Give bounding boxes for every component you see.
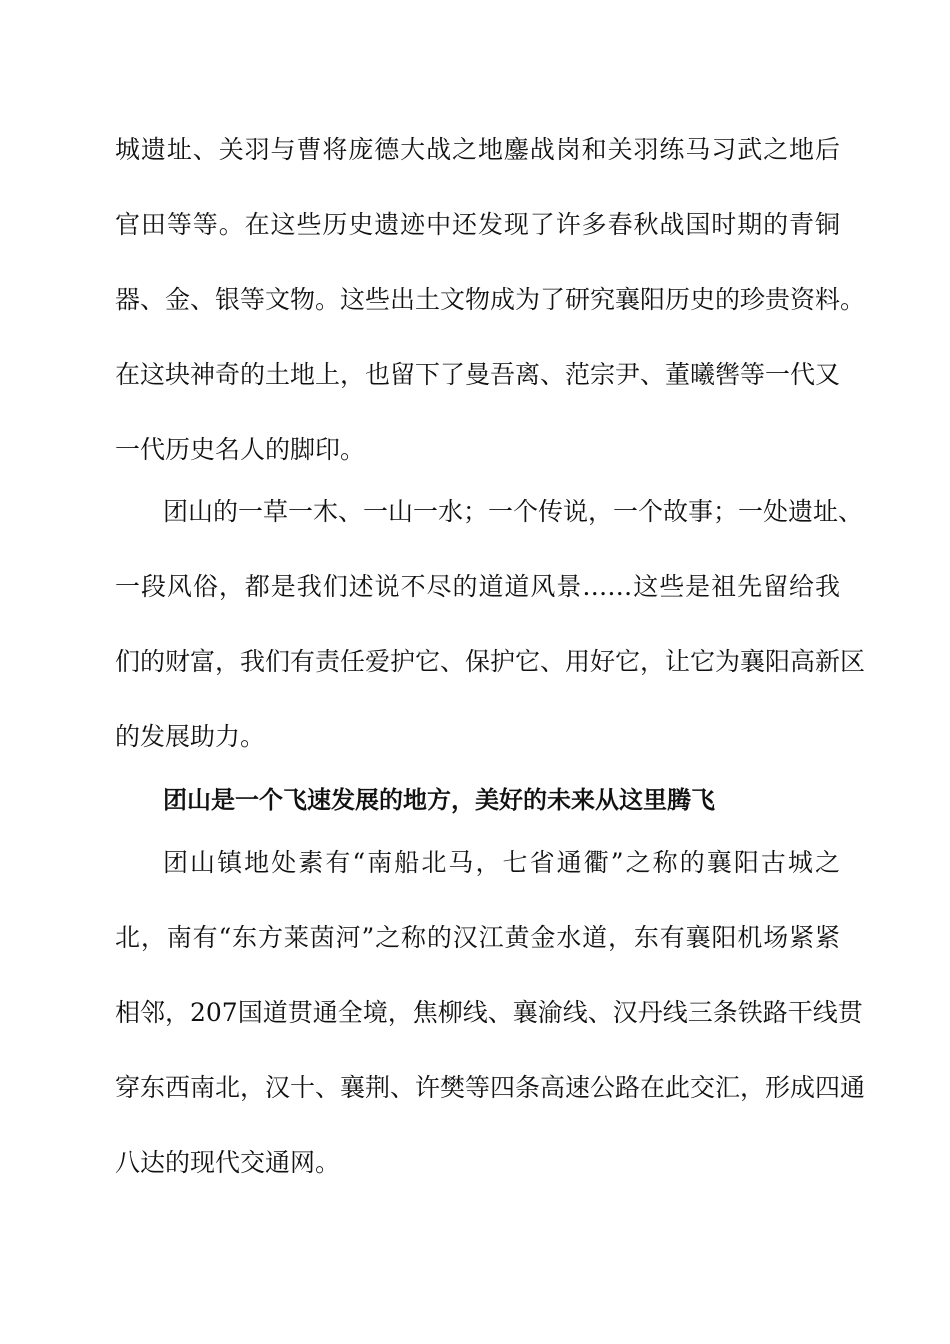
paragraph-line: 在这块神奇的土地上，也留下了曼吾离、范宗尹、董曦辔等一代又 (115, 360, 841, 389)
paragraph-line: 北，南有“东方莱茵河”之称的汉江黄金水道，东有襄阳机场紧紧 (115, 923, 840, 952)
paragraph-line: 团山的一草一木、一山一水；一个传说，一个故事；一处遗址、 (163, 497, 864, 526)
paragraph-line: 八达的现代交通网。 (115, 1148, 341, 1177)
section-heading: 团山是一个飞速发展的地方，美好的未来从这里腾飞 (163, 786, 715, 814)
paragraph-line: 一段风俗，都是我们述说不尽的道道风景……这些是祖先留给我 (115, 572, 840, 601)
paragraph-line: 官田等等。在这些历史遗迹中还发现了许多春秋战国时期的青铜 (115, 210, 840, 239)
paragraph-line: 的发展助力。 (115, 722, 266, 751)
paragraph-line: 们的财富，我们有责任爱护它、保护它、用好它，让它为襄阳高新区 (115, 647, 866, 676)
paragraph-line: 城遗址、关羽与曹将庞德大战之地鏖战岗和关羽练马习武之地后 (115, 135, 840, 164)
paragraph-line: 相邻，207国道贯通全境，焦柳线、襄渝线、汉丹线三条铁路干线贯 (115, 998, 863, 1027)
paragraph-line: 团山镇地处素有“南船北马，七省通衢”之称的襄阳古城之 (163, 848, 840, 877)
paragraph-line: 一代历史名人的脚印。 (115, 435, 366, 464)
paragraph-line: 器、金、银等文物。这些出土文物成为了研究襄阳历史的珍贵资料。 (115, 285, 866, 314)
paragraph-line: 穿东西南北，汉十、襄荆、许樊等四条高速公路在此交汇，形成四通 (115, 1073, 866, 1102)
